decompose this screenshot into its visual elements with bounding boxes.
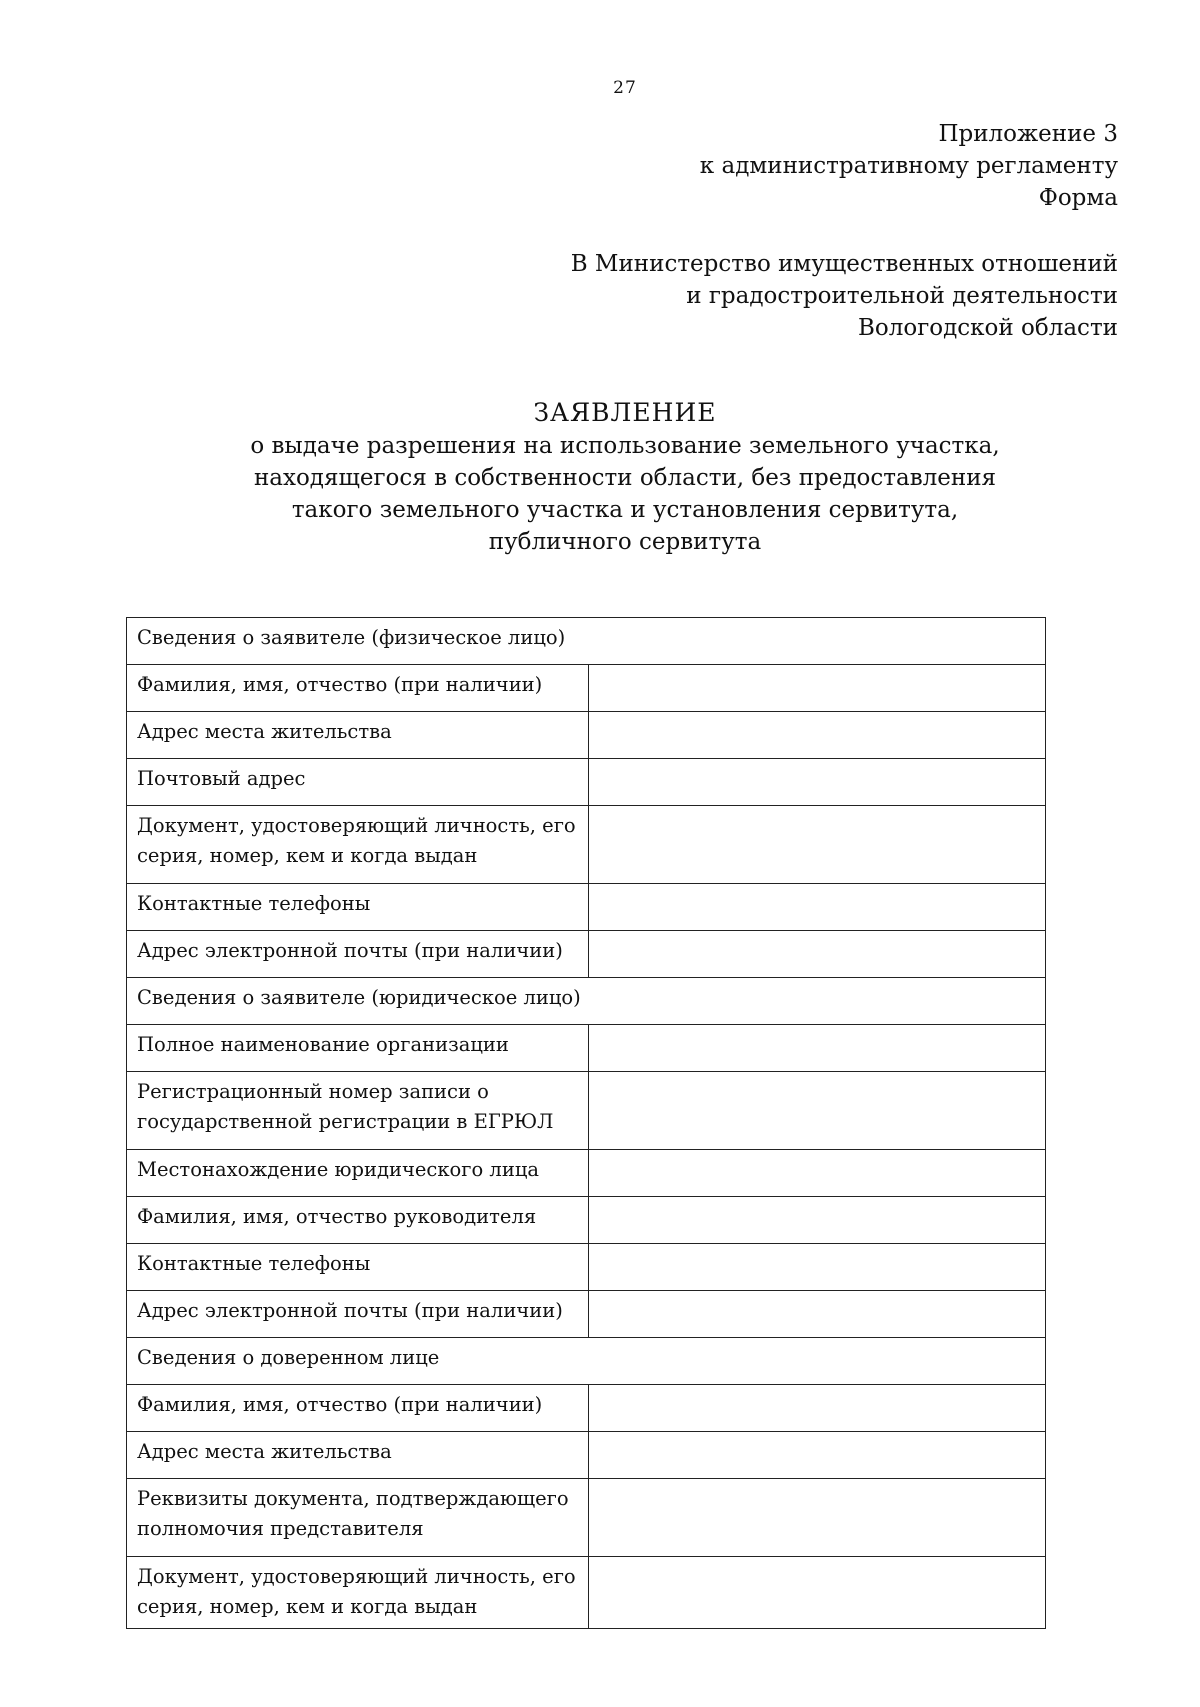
- section-row-individual: [127, 618, 1046, 665]
- field-label: Адрес места жительства: [127, 712, 589, 759]
- page-number: 27: [613, 78, 637, 98]
- field-label: Реквизиты документа, подтверждающего полномочия представителя: [127, 1479, 589, 1557]
- field-label: Фамилия, имя, отчество (при наличии): [127, 665, 589, 712]
- section-row-legal-entity: [127, 978, 1046, 1025]
- form-row: [127, 1432, 1046, 1479]
- document-subtitle-line-2: находящегося в собственности области, без предоставления: [253, 465, 997, 491]
- form-row: [127, 806, 1046, 884]
- field-value-cell[interactable]: [588, 1197, 1045, 1244]
- application-form-table: [126, 617, 1046, 1629]
- form-row: [127, 759, 1046, 806]
- addressee-line-3: Вологодской области: [858, 315, 1118, 341]
- field-label: Местонахождение юридического лица: [127, 1150, 589, 1197]
- section-row-representative: [127, 1338, 1046, 1385]
- field-label: Адрес электронной почты (при наличии): [127, 931, 589, 978]
- document-subtitle-line-4: публичного сервитута: [488, 529, 762, 555]
- appendix-line-3: Форма: [1038, 185, 1118, 211]
- field-value-cell[interactable]: [588, 1291, 1045, 1338]
- field-label: Регистрационный номер записи о государственной регистрации в ЕГРЮЛ: [127, 1072, 589, 1150]
- field-label: Контактные телефоны: [127, 884, 589, 931]
- form-row: [127, 1557, 1046, 1629]
- addressee: [571, 248, 1118, 344]
- section-heading-individual: Сведения о заявителе (физическое лицо): [127, 618, 1046, 665]
- field-value-cell[interactable]: [588, 759, 1045, 806]
- form-row: [127, 884, 1046, 931]
- document-subtitle-line-3: такого земельного участка и установления сервитута,: [291, 497, 959, 523]
- document-heading: [0, 396, 1200, 558]
- form-row: [127, 1072, 1046, 1150]
- field-value-cell[interactable]: [588, 931, 1045, 978]
- form-row: [127, 1479, 1046, 1557]
- field-label: Фамилия, имя, отчество руководителя: [127, 1197, 589, 1244]
- field-value-cell[interactable]: [588, 1385, 1045, 1432]
- field-label: Фамилия, имя, отчество (при наличии): [127, 1385, 589, 1432]
- field-label: Адрес места жительства: [127, 1432, 589, 1479]
- field-value-cell[interactable]: [588, 712, 1045, 759]
- addressee-line-1: В Министерство имущественных отношений: [570, 251, 1118, 277]
- field-value-cell[interactable]: [588, 665, 1045, 712]
- field-value-cell[interactable]: [588, 1025, 1045, 1072]
- field-label: Документ, удостоверяющий личность, его серия, номер, кем и когда выдан: [127, 1557, 589, 1629]
- form-row: [127, 1150, 1046, 1197]
- section-heading-representative: Сведения о доверенном лице: [127, 1338, 1046, 1385]
- field-value-cell[interactable]: [588, 1150, 1045, 1197]
- appendix-line-1: Приложение 3: [938, 121, 1118, 147]
- appendix-line-2: к административному регламенту: [699, 153, 1118, 179]
- field-value-cell[interactable]: [588, 884, 1045, 931]
- form-row: [127, 1385, 1046, 1432]
- field-label: Полное наименование организации: [127, 1025, 589, 1072]
- form-row: [127, 931, 1046, 978]
- addressee-line-2: и градостроительной деятельности: [686, 283, 1118, 309]
- document-title: ЗАЯВЛЕНИЕ: [533, 398, 717, 427]
- section-heading-legal-entity: Сведения о заявителе (юридическое лицо): [127, 978, 1046, 1025]
- field-label: Контактные телефоны: [127, 1244, 589, 1291]
- field-value-cell[interactable]: [588, 1557, 1045, 1629]
- form-row: [127, 1244, 1046, 1291]
- field-label: Адрес электронной почты (при наличии): [127, 1291, 589, 1338]
- field-value-cell[interactable]: [588, 1244, 1045, 1291]
- form-row: [127, 665, 1046, 712]
- field-value-cell[interactable]: [588, 1479, 1045, 1557]
- appendix-note: [700, 118, 1118, 214]
- document-subtitle-line-1: о выдаче разрешения на использование земельного участка,: [250, 433, 1000, 459]
- field-value-cell[interactable]: [588, 1072, 1045, 1150]
- field-label: Документ, удостоверяющий личность, его серия, номер, кем и когда выдан: [127, 806, 589, 884]
- form-row: [127, 712, 1046, 759]
- field-value-cell[interactable]: [588, 806, 1045, 884]
- form-row: [127, 1197, 1046, 1244]
- form-row: [127, 1291, 1046, 1338]
- field-value-cell[interactable]: [588, 1432, 1045, 1479]
- field-label: Почтовый адрес: [127, 759, 589, 806]
- form-row: [127, 1025, 1046, 1072]
